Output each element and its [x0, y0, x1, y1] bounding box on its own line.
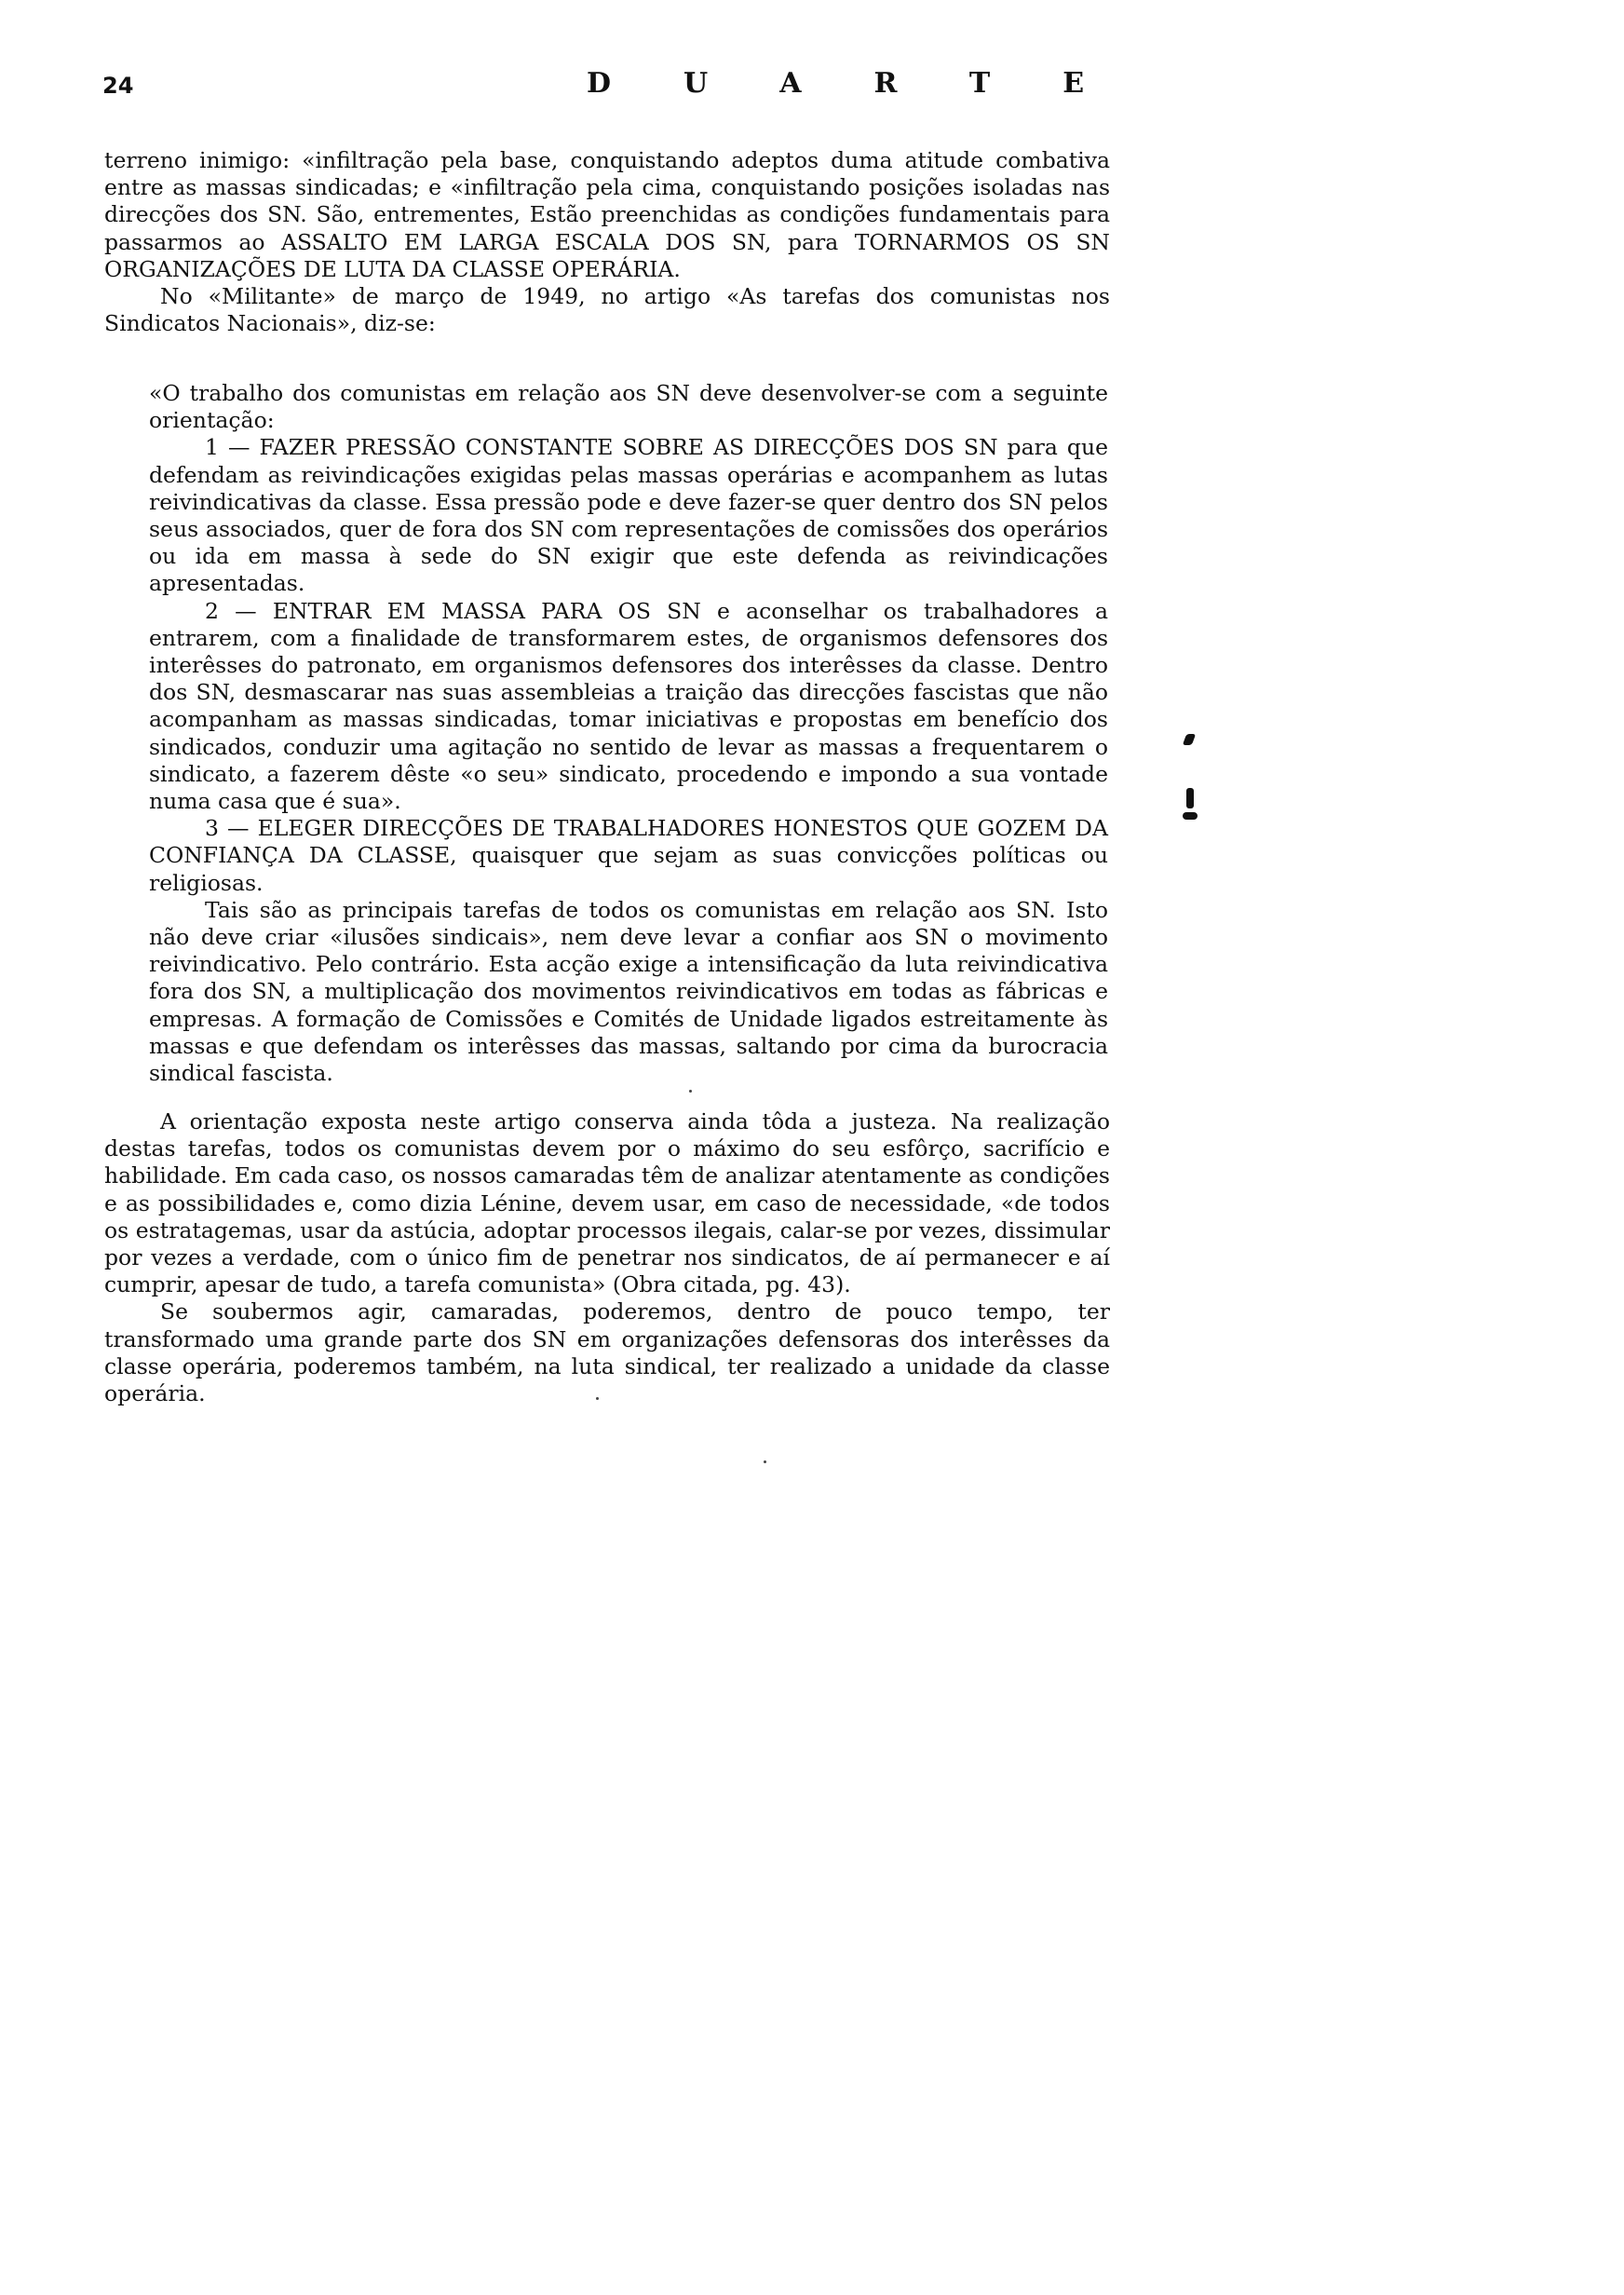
quote-item-3: 3 — ELEGER DIRECÇÕES DE TRABALHADORES HONESTOS QUE GOZEM DA CONFIANÇA DA CLASSE, quaisquer que sejam as suas convicções políticas ou religiosas.	[149, 815, 1108, 896]
paragraph: terreno inimigo: «infiltração pela base, conquistando adeptos duma atitude combativa entre as massas sindicadas; e «infiltração pela cima, conquistando posições isoladas nas direcções dos SN. São, entrementes, Estão preenchidas as condições fundamentais para passarmos ao ASSALTO EM LARGA ESCALA DOS SN, para TORNARMOS OS SN ORGANIZAÇÕES DE LUTA DA CLASSE OPERÁRIA.	[104, 147, 1110, 282]
quote-paragraph: «O trabalho dos comunistas em relação aos SN deve desenvolver-se com a seguinte orientação:	[149, 380, 1108, 434]
running-title: DUARTE	[587, 67, 1157, 100]
quote-paragraph: Tais são as principais tarefas de todos os comunistas em relação aos SN. Isto não deve criar «ilusões sindicais», nem deve levar a confiar aos SN o movimento reivindicativo. Pelo contrário. Esta acção exige a intensificação da luta reivindicativa fora dos SN, a multiplicação dos movimentos reivindicativos em todas as fábricas e empresas. A formação de Comissões e Comités de Unidade ligados estreitamente às massas e que defendam os interêsses das massas, saltando por cima da burocracia sindical fascista.	[149, 896, 1108, 1087]
page-number: 24	[102, 73, 134, 99]
page-header	[102, 67, 1157, 110]
intro-text	[104, 147, 1110, 337]
ink-speck	[596, 1397, 599, 1400]
quote-item-1: 1 — FAZER PRESSÃO CONSTANTE SOBRE AS DIRECÇÕES DOS SN para que defendam as reivindicações exigidas pelas massas operárias e acompanhem as lutas reivindicativas da classe. Essa pressão pode e deve fazer-se quer dentro dos SN pelos seus associados, quer de fora dos SN com representações de comissões dos operários ou ida em massa à sede do SN exigir que este defenda as reivindicações apresentadas.	[149, 434, 1108, 597]
ink-speck	[689, 1090, 692, 1093]
paragraph: A orientação exposta neste artigo conserva ainda tôda a justeza. Na realização destas tarefas, todos os comunistas devem por o máximo do seu esfôrço, sacrifício e habilidade. Em cada caso, os nossos camaradas têm de analizar atentamente as condições e as possibilidades e, como dizia Lénine, devem usar, em caso de necessidade, «de todos os estratagemas, usar da astúcia, adoptar processos ilegais, calar-se por vezes, dissimular por vezes a verdade, com o único fim de penetrar nos sindicatos, de aí permanecer e aí cumprir, apesar de tudo, a tarefa comunista» (Obra citada, pg. 43).	[104, 1108, 1110, 1298]
ink-mark	[1183, 812, 1198, 820]
quoted-passage	[149, 380, 1108, 1087]
quote-item-2: 2 — ENTRAR EM MASSA PARA OS SN e aconselhar os trabalhadores a entrarem, com a finalidade de transformarem estes, de organismos defensores dos interêsses do patronato, em organismos defensores dos interêsses da classe. Dentro dos SN, desmascarar nas suas assembleias a traição das direcções fascistas que não acompanham as massas sindicadas, tomar iniciativas e propostas em benefício dos sindicados, conduzir uma agitação no sentido de levar as massas a frequentarem o sindicato, a fazerem dêste «o seu» sindicato, procedendo e impondo a sua vontade numa casa que é sua».	[149, 597, 1108, 815]
closing-text	[104, 1108, 1110, 1407]
ink-mark	[1183, 734, 1196, 745]
paragraph: Se soubermos agir, camaradas, poderemos, dentro de pouco tempo, ter transformado uma grande parte dos SN em organizações defensoras dos interêsses da classe operária, poderemos também, na luta sindical, ter realizado a unidade da classe operária.	[104, 1298, 1110, 1407]
margin-marks	[1175, 725, 1212, 855]
ink-mark	[1186, 788, 1194, 808]
paragraph: No «Militante» de março de 1949, no artigo «As tarefas dos comunistas nos Sindicatos Nacionais», diz-se:	[104, 283, 1110, 337]
ink-speck	[764, 1460, 766, 1463]
